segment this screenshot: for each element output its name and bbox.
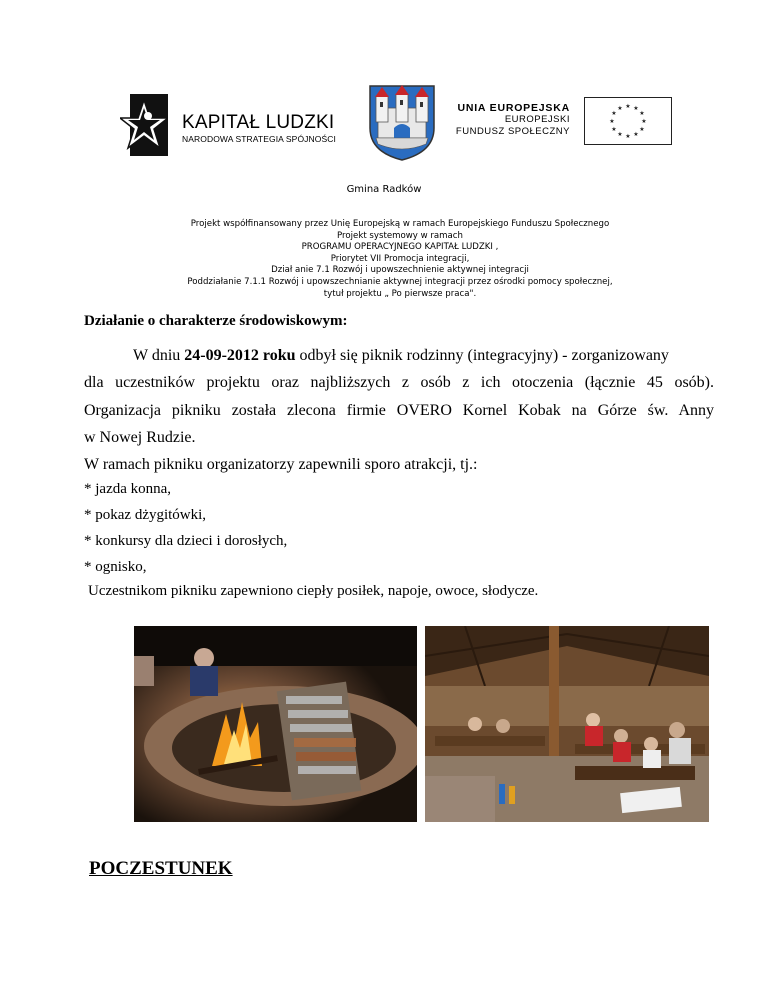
svg-text:★: ★ <box>625 133 631 140</box>
project-line: tytuł projektu „ Po pierwsze praca". <box>323 288 477 299</box>
list-item: * pokaz dżygitówki, <box>84 507 207 523</box>
project-line: Projekt systemowy w ramach <box>337 230 463 241</box>
list-item: * ognisko, <box>84 559 147 575</box>
eu-line-1: UNIA EUROPEJSKA <box>457 102 570 114</box>
refreshments-heading: POCZESTUNEK <box>89 858 233 879</box>
project-line: PROGRAMU OPERACYJNEGO KAPITAŁ LUDZKI , <box>301 242 499 253</box>
svg-text:★: ★ <box>641 118 647 125</box>
event-date: 24-09-2012 roku <box>184 347 296 364</box>
project-line: Priorytet VII Promocja integracji, <box>330 253 470 264</box>
kapital-ludzki-subtitle: NARODOWA STRATEGIA SPÓJNOŚCI <box>182 134 336 144</box>
text-span: odbył się piknik rodzinny (integracyjny) - zorganizowany <box>295 347 669 364</box>
project-line: Poddziałanie 7.1.1 Rozwój i upowszechnianie aktywnej integracji przez ośrodki pomocy społecznej, <box>187 276 613 287</box>
radkow-coat-of-arms-icon <box>366 84 438 162</box>
project-description <box>100 219 700 300</box>
svg-text:★: ★ <box>633 105 639 112</box>
kapital-ludzki-title: KAPITAŁ LUDZKI <box>182 112 335 133</box>
svg-text:★: ★ <box>617 131 623 138</box>
municipality-name: Gmina Radków <box>346 184 422 195</box>
kapital-ludzki-star-icon <box>120 94 168 156</box>
svg-text:★: ★ <box>625 103 631 110</box>
closing-sentence: Uczestnikom pikniku zapewniono ciepły posiłek, napoje, owoce, słodycze. <box>88 583 539 599</box>
project-line: Projekt współfinansowany przez Unię Europejską w ramach Europejskiego Funduszu Społecznego <box>190 219 610 229</box>
eu-flag-icon <box>584 97 672 145</box>
section-heading: Działanie o charakterze środowiskowym: <box>84 313 348 329</box>
eu-fund-label <box>448 102 570 138</box>
svg-text:★: ★ <box>617 105 623 112</box>
list-item: * konkursy dla dzieci i dorosłych, <box>84 533 288 549</box>
paragraph-line <box>133 346 713 366</box>
svg-text:★: ★ <box>639 126 645 133</box>
svg-text:★: ★ <box>611 126 617 133</box>
svg-text:★: ★ <box>633 131 639 138</box>
text-span: W dniu <box>133 347 185 364</box>
list-item: * jazda konna, <box>84 481 172 497</box>
svg-text:★: ★ <box>611 110 617 117</box>
eu-line-3: FUNDUSZ SPOŁECZNY <box>455 126 570 137</box>
project-line: Dział anie 7.1 Rozwój i upowszechnienie aktywnej integracji <box>271 265 529 276</box>
bonfire-photo <box>134 626 417 822</box>
svg-text:★: ★ <box>609 118 615 125</box>
shelter-tables-photo <box>425 626 709 822</box>
svg-text:★: ★ <box>639 110 645 117</box>
paragraph-line: w Nowej Rudzie. <box>84 429 196 446</box>
paragraph-line: Organizacja pikniku została zlecona firmie OVERO Kornel Kobak na Górze św. Anny <box>84 402 714 419</box>
eu-line-2: EUROPEJSKI <box>504 114 570 125</box>
paragraph-line: dla uczestników projektu oraz najbliższych z osób z ich otoczenia (łącznie 45 osób). <box>84 374 714 391</box>
paragraph-line: W ramach pikniku organizatorzy zapewnili sporo atrakcji, tj.: <box>84 456 478 473</box>
